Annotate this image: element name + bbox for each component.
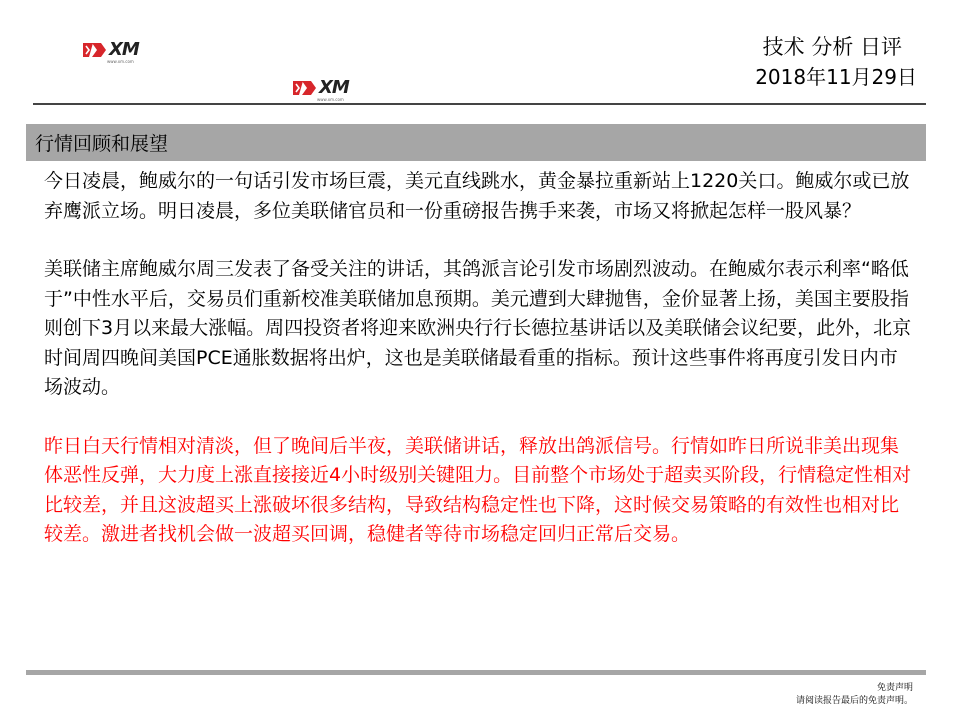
report-date: 2018年11月29日 [755, 65, 917, 89]
article-body [44, 167, 916, 579]
paragraph-fed-speech: 美联储主席鲍威尔周三发表了备受关注的讲话，其鸽派言论引发市场剧烈波动。在鲍威尔表示利率“略低于”中性水平后，交易员们重新校准美联储加息预期。美元遭到大肆抛售，金价显著上扬，美国主要股指则创下3月以来最大涨幅。周四投资者将迎来欧洲央行行长德拉基讲话以及美联储会议纪要，此外，北京时间周四晚间美国PCE通胀数据将出炉，这也是美联储最看重的指标。预计这些事件将再度引发日内市场波动。 [44, 258, 912, 398]
xm-logo-wordmark: XM [319, 77, 349, 98]
xm-logo-secondary [293, 77, 349, 102]
xm-logo-tagline: www.xm.com [317, 97, 344, 102]
section-header [26, 124, 926, 161]
paragraph-intro: 今日凌晨，鲍威尔的一句话引发市场巨震，美元直线跳水，黄金暴拉重新站上1220关口。鲍威尔或已放弃鹰派立场。明日凌晨，多位美联储官员和一份重磅报告携手来袭，市场又将掀起怎样一股风暴？ [44, 170, 910, 222]
footer-divider [26, 670, 926, 675]
xm-logo-tagline: www.xm.com [107, 59, 134, 64]
paragraph-market-outlook: 昨日白天行情相对清淡，但了晚间后半夜，美联储讲话，释放出鸽派信号。行情如昨日所说非美出现集体恶性反弹，大力度上涨直接接近4小时级别关键阻力。目前整个市场处于超卖买阶段，行情稳定性相对比较差，并且这波超买上涨破坏很多结构，导致结构稳定性也下降，这时候交易策略的有效性也相对比较差。激进者找机会做一波超买回调，稳健者等待市场稳定回归正常后交易。 [44, 434, 912, 545]
xm-logo-mark-icon [293, 78, 317, 98]
report-type: 技术 分析 日评 [762, 35, 902, 59]
section-title: 行情回顾和展望 [35, 133, 169, 155]
xm-logo-mark-icon [83, 40, 107, 60]
disclaimer-note: 请阅读报告最后的免责声明。 [795, 696, 913, 706]
xm-logo [83, 39, 139, 64]
xm-logo-wordmark: XM [109, 39, 139, 60]
disclaimer [796, 682, 913, 708]
disclaimer-title: 免责声明 [876, 683, 913, 693]
header-divider [33, 103, 926, 105]
